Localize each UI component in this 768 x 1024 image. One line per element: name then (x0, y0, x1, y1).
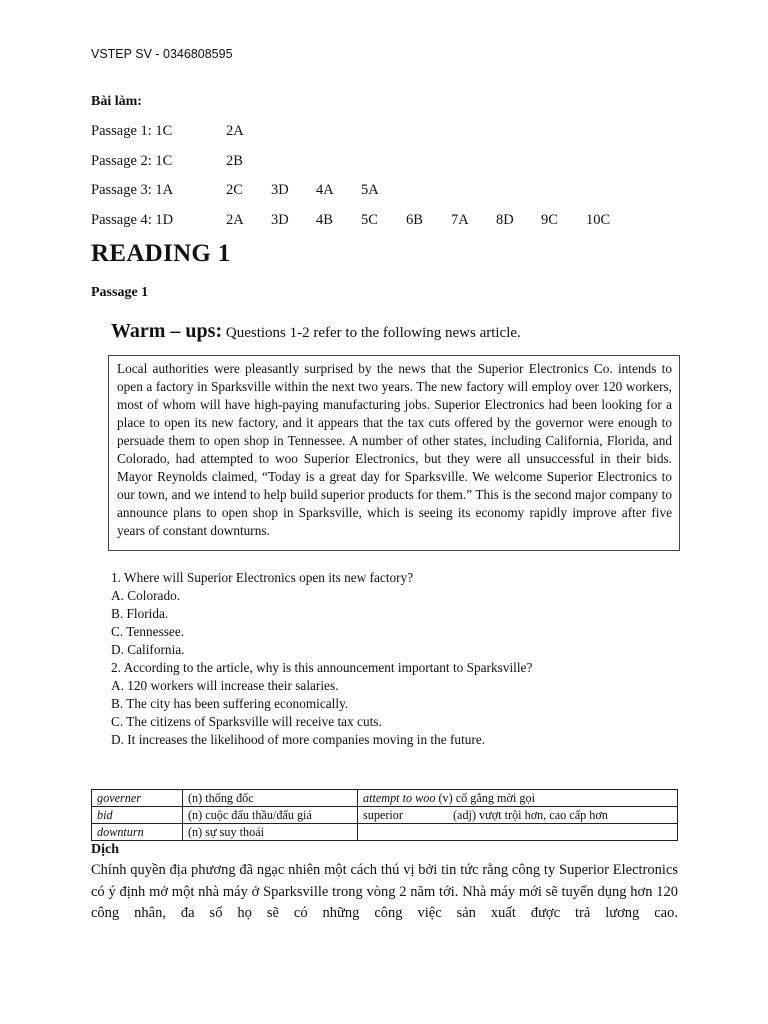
translation-title: Dịch (91, 842, 119, 857)
scanned-exercise (108, 318, 680, 749)
vocab-row (92, 807, 678, 824)
answer-option: A. Colorado. (111, 588, 181, 603)
vocab-meaning: (adj) vượt trội hơn, cao cấp hơn (453, 808, 608, 822)
vocab-meaning: (v) cố gắng mời gọi (435, 791, 535, 805)
answer-option: B. Florida. (111, 606, 169, 621)
answer-item: 8D (496, 212, 514, 228)
vocab-entry (358, 790, 678, 807)
answer-item: 2A (226, 123, 244, 139)
answer-passage-first: Passage 1: 1C (91, 123, 173, 139)
answer-passage-first: Passage 4: 1D (91, 212, 174, 228)
vocab-empty-cell (358, 824, 678, 841)
question-stem: 1. Where will Superior Electronics open its new factory? (111, 570, 414, 585)
answer-item: 9C (541, 212, 558, 228)
vocab-row (92, 824, 678, 841)
vocab-word: bid (92, 807, 183, 824)
answer-option: C. The citizens of Sparksville will receive tax cuts. (111, 714, 382, 729)
section-title: READING 1 (91, 240, 231, 267)
news-article: Local authorities were pleasantly surprised by the news that the Superior Electronics Co. intends to open a factory in Sparksville within the next two years. The new factory will employ over 120 workers, most of whom will have high-paying manufacturing jobs. Superior Electronics had been looking for a place to open its new factory, and it appears that the tax cuts offered by the governor were enough to persuade them to open shop in Tennessee. A number of other states, including California, Florida, and Colorado, had attempted to woo Superior Electronics, but they were all unsuccessful in their bids. Mayor Reynolds claimed, “Today is a great day for Sparksville. We welcome Superior Electronics to our town, and we intend to help build superior products for them.” This is the second major company to announce plans to open shop in Sparksville, which is seeing its economy rapidly improve after five years of constant downturns. (108, 355, 680, 551)
answer-option: A. 120 workers will increase their salaries. (111, 678, 339, 693)
answer-item: 4A (316, 182, 334, 198)
vocab-meaning: (n) sự suy thoái (183, 824, 358, 841)
answer-item: 5A (361, 182, 379, 198)
passage-label: Passage 1 (91, 285, 149, 300)
warm-up-heading (111, 320, 680, 343)
answer-item: 3D (271, 212, 289, 228)
warm-up-instruction: Questions 1-2 refer to the following news article. (222, 325, 521, 341)
answer-option: B. The city has been suffering economically. (111, 696, 349, 711)
answer-option: D. It increases the likelihood of more companies moving in the future. (111, 732, 486, 747)
answer-item: 2A (226, 212, 244, 228)
answer-option: C. Tennessee. (111, 624, 185, 639)
answer-item: 7A (451, 212, 469, 228)
vocab-meaning: (n) cuộc đấu thầu/đấu giá (183, 807, 358, 824)
answer-item: 3D (271, 182, 289, 198)
vocab-entry (358, 807, 678, 824)
warm-up-label: Warm – ups: (111, 320, 223, 342)
answer-item: 5C (361, 212, 378, 228)
answer-item: 2C (226, 182, 243, 198)
question-list (111, 569, 680, 749)
vocab-word: governer (92, 790, 183, 807)
question-stem: 2. According to the article, why is this announcement important to Sparksville? (111, 660, 533, 675)
vocab-row (92, 790, 678, 807)
answer-item: 2B (226, 153, 243, 169)
answer-item: 6B (406, 212, 423, 228)
answer-passage-first: Passage 3: 1A (91, 182, 174, 198)
vocab-word: downturn (92, 824, 183, 841)
page-header: VSTEP SV - 0346808595 (91, 47, 233, 61)
answer-item: 4B (316, 212, 333, 228)
answer-option: D. California. (111, 642, 185, 657)
answer-passage-first: Passage 2: 1C (91, 153, 173, 169)
answers-heading: Bài làm: (91, 94, 142, 109)
vocab-word: attempt to woo (363, 791, 436, 805)
vocabulary-table (91, 789, 678, 841)
vocab-meaning: (n) thống đốc (183, 790, 358, 807)
answer-item: 10C (586, 212, 611, 228)
vocab-word: superior (363, 808, 403, 822)
translation-text: Chính quyền địa phương đã ngạc nhiên một cách thú vị bởi tin tức rằng công ty Superior Electronics có ý định mở một nhà máy ở Sparksville trong vòng 2 năm tới. Nhà máy mới sẽ tuyển dụng hơn 120 công nhân, đa số họ sẽ có những công việc sản xuất được trả lương cao. (91, 862, 678, 921)
